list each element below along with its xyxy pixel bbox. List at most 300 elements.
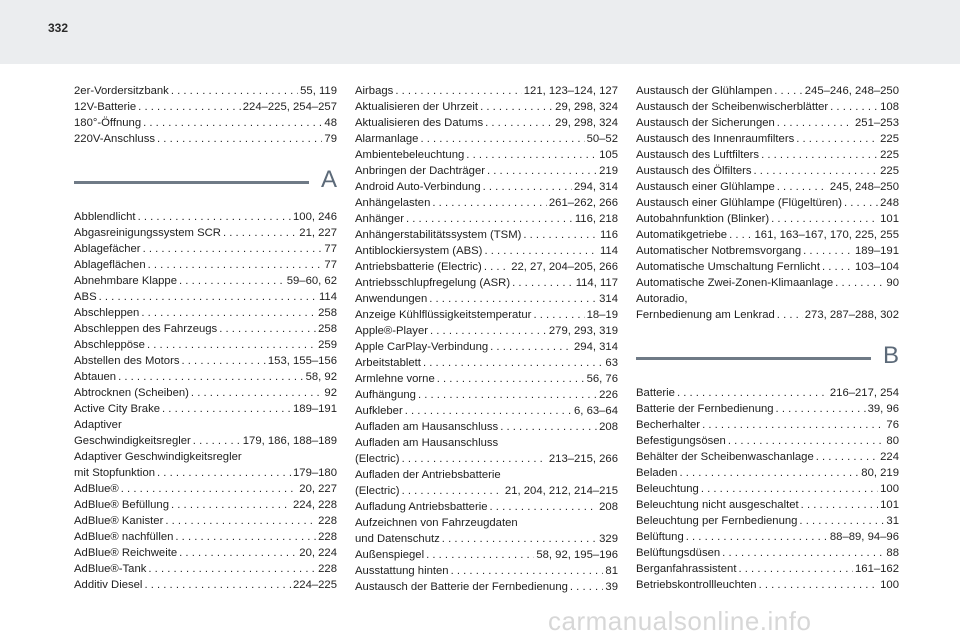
index-term: Austausch einer Glühlampe xyxy=(636,181,775,193)
dot-leader xyxy=(219,321,316,337)
page-reference: 29, 298, 324 xyxy=(555,117,618,129)
index-term: Austausch der Sicherungen xyxy=(636,117,775,129)
index-entry xyxy=(74,369,337,385)
page-reference: 225 xyxy=(880,165,899,177)
index-entry xyxy=(355,275,618,291)
index-line xyxy=(355,147,618,163)
index-entry xyxy=(636,115,899,131)
index-entry xyxy=(355,355,618,371)
page-reference: 161–162 xyxy=(855,563,899,575)
page-reference: 100 xyxy=(880,483,899,495)
dot-leader xyxy=(729,227,752,243)
index-term: AdBlue® Kanister xyxy=(74,515,164,527)
index-line xyxy=(355,179,618,195)
dot-leader xyxy=(801,497,878,513)
index-line xyxy=(355,355,618,371)
index-term: 180°-Öffnung xyxy=(74,117,142,129)
index-entry xyxy=(355,387,618,403)
index-term: Belüftung xyxy=(636,531,684,543)
index-line xyxy=(636,433,899,449)
page-reference: 258 xyxy=(318,323,337,335)
index-line xyxy=(74,465,337,481)
index-line xyxy=(636,163,899,179)
index-term: Austausch des Ölfilters xyxy=(636,165,752,177)
dot-leader xyxy=(171,497,291,513)
index-line xyxy=(355,131,618,147)
index-entry xyxy=(355,83,618,99)
index-line xyxy=(355,467,618,483)
page-reference: 224–225, 254–257 xyxy=(242,101,337,113)
index-line xyxy=(355,259,618,275)
dot-leader xyxy=(143,115,322,131)
page-reference: 56, 76 xyxy=(586,373,618,385)
index-term: AdBlue® nachfüllen xyxy=(74,531,174,543)
index-entry xyxy=(355,163,618,179)
index-line xyxy=(74,337,337,353)
page-reference: 101 xyxy=(880,499,899,511)
index-entry xyxy=(355,179,618,195)
page-reference: 81 xyxy=(605,565,618,577)
index-term: AdBlue® xyxy=(74,483,119,495)
index-line xyxy=(636,385,899,401)
page-reference: 245, 248–250 xyxy=(829,181,899,193)
index-term: Ambientebeleuchtung xyxy=(355,149,465,161)
page-reference: 92 xyxy=(324,387,337,399)
dot-leader xyxy=(774,83,802,99)
page-reference: 228 xyxy=(318,563,337,575)
index-term: Automatikgetriebe xyxy=(636,229,728,241)
dot-leader xyxy=(500,419,597,435)
index-entry xyxy=(74,449,337,481)
index-entry xyxy=(74,545,337,561)
index-term: Autobahnfunktion (Blinker) xyxy=(636,213,770,225)
index-term: (Electric) xyxy=(355,485,400,497)
index-entry xyxy=(74,577,337,593)
index-line xyxy=(355,211,618,227)
section-letter: B xyxy=(882,342,899,369)
page-reference: 20, 227 xyxy=(299,483,337,495)
page-reference: 294, 314 xyxy=(574,181,618,193)
page-reference: 114, 117 xyxy=(575,277,618,289)
index-term: Automatischer Notbremsvorgang xyxy=(636,245,802,257)
page-reference: 189–191 xyxy=(855,245,899,257)
index-term: Abtauen xyxy=(74,371,117,383)
index-term: Active City Brake xyxy=(74,403,161,415)
page-reference: 259 xyxy=(318,339,337,351)
dot-leader xyxy=(484,259,509,275)
page-reference: 6, 63–64 xyxy=(574,405,618,417)
page-reference: 153, 155–156 xyxy=(267,355,337,367)
page-reference: 18–19 xyxy=(586,309,618,321)
dot-leader xyxy=(728,433,885,449)
index-line xyxy=(355,531,618,547)
index-term: Austausch einer Glühlampe (Flügeltüren) xyxy=(636,197,842,209)
page-reference: 114 xyxy=(318,291,337,303)
index-entry xyxy=(74,305,337,321)
index-entry xyxy=(636,243,899,259)
page-reference: 179–180 xyxy=(293,467,337,479)
index-line xyxy=(74,481,337,497)
index-entry xyxy=(355,371,618,387)
index-line xyxy=(636,131,899,147)
dot-leader xyxy=(485,115,553,131)
index-term: Alarmanlage xyxy=(355,133,419,145)
dot-leader xyxy=(777,115,853,131)
watermark: carmanualsonline.info xyxy=(548,606,812,636)
dot-leader xyxy=(420,131,584,147)
index-entry xyxy=(74,561,337,577)
dot-leader xyxy=(405,403,572,419)
index-entry xyxy=(636,179,899,195)
index-line xyxy=(74,273,337,289)
page-reference: 59–60, 62 xyxy=(286,275,337,287)
index-entry xyxy=(355,323,618,339)
index-line xyxy=(636,529,899,545)
index-term: Anhänger xyxy=(355,213,404,225)
dot-leader xyxy=(570,579,604,595)
index-line xyxy=(636,179,899,195)
index-term: Aufhängung xyxy=(355,389,416,401)
index-line xyxy=(355,307,618,323)
index-entry xyxy=(355,419,618,435)
page-reference: 224–225 xyxy=(293,579,337,591)
index-line xyxy=(355,499,618,515)
page-reference: 39 xyxy=(605,581,618,593)
index-entry xyxy=(74,529,337,545)
page-reference: 219 xyxy=(599,165,618,177)
index-term: Fernbedienung am Lenkrad xyxy=(636,309,775,321)
index-term: Apple CarPlay-Verbindung xyxy=(355,341,489,353)
dot-leader xyxy=(844,195,878,211)
index-line xyxy=(74,225,337,241)
index-term: Apple®-Player xyxy=(355,325,428,337)
index-term: Airbags xyxy=(355,85,394,97)
index-entry xyxy=(636,147,899,163)
dot-leader xyxy=(803,243,853,259)
index-entry xyxy=(74,417,337,449)
dot-leader xyxy=(429,291,597,307)
index-line xyxy=(355,435,618,451)
index-term: Additiv Diesel xyxy=(74,579,143,591)
index-term: Ablagefächer xyxy=(74,243,141,255)
index-term: Anhängerstabilitätssystem (TSM) xyxy=(355,229,522,241)
page-reference: 29, 298, 324 xyxy=(555,101,618,113)
page-reference: 224 xyxy=(880,451,899,463)
index-entry xyxy=(355,339,618,355)
page-reference: 179, 186, 188–189 xyxy=(242,435,337,447)
index-term: Aufkleber xyxy=(355,405,403,417)
dot-leader xyxy=(487,163,597,179)
index-entry xyxy=(74,337,337,353)
index-term: Abschleppen xyxy=(74,307,140,319)
index-entry xyxy=(355,211,618,227)
index-line xyxy=(355,371,618,387)
index-entry xyxy=(355,499,618,515)
index-term: Batterie der Fernbedienung xyxy=(636,403,774,415)
index-line xyxy=(74,385,337,401)
index-line xyxy=(355,563,618,579)
index-entry xyxy=(355,131,618,147)
index-line xyxy=(74,321,337,337)
dot-leader xyxy=(157,131,322,147)
index-entry xyxy=(355,515,618,547)
index-line xyxy=(74,449,337,465)
index-entry xyxy=(74,353,337,369)
index-line xyxy=(636,401,899,417)
page-reference: 22, 27, 204–205, 266 xyxy=(511,261,618,273)
page-reference: 80, 219 xyxy=(861,467,899,479)
index-entry xyxy=(636,449,899,465)
index-term: Geschwindigkeitsregler xyxy=(74,435,191,447)
page-reference: 88 xyxy=(886,547,899,559)
page-reference: 251–253 xyxy=(855,117,899,129)
dot-leader xyxy=(426,547,534,563)
page-reference: 261–262, 266 xyxy=(548,197,618,209)
dot-leader xyxy=(148,257,323,273)
page-reference: 121, 123–124, 127 xyxy=(523,85,618,97)
index-term: Antriebsschlupfregelung (ASR) xyxy=(355,277,511,289)
index-line xyxy=(74,241,337,257)
index-term: Austausch der Scheibenwischerblätter xyxy=(636,101,829,113)
dot-leader xyxy=(99,289,317,305)
index-term: Betriebskontrollleuchten xyxy=(636,579,757,591)
dot-leader xyxy=(490,339,572,355)
index-term: und Datenschutz xyxy=(355,533,440,545)
dot-leader xyxy=(490,499,598,515)
index-term: Adaptiver xyxy=(74,419,122,431)
index-entry xyxy=(74,209,337,225)
index-line xyxy=(636,449,899,465)
index-line xyxy=(636,259,899,275)
dot-leader xyxy=(701,481,878,497)
index-column-3 xyxy=(636,83,899,593)
dot-leader xyxy=(162,401,291,417)
dot-leader xyxy=(759,577,879,593)
dot-leader xyxy=(432,195,547,211)
page-reference: 63 xyxy=(605,357,618,369)
page-reference: 103–104 xyxy=(855,261,899,273)
index-entry xyxy=(74,115,337,131)
dot-leader xyxy=(175,529,316,545)
page-reference: 80 xyxy=(886,435,899,447)
dot-leader xyxy=(147,337,316,353)
index-entry xyxy=(636,83,899,99)
index-term: Berganfahrassistent xyxy=(636,563,737,575)
dot-leader xyxy=(182,353,266,369)
page-reference: 226 xyxy=(599,389,618,401)
index-term: Abschleppöse xyxy=(74,339,145,351)
dot-leader xyxy=(423,355,603,371)
dot-leader xyxy=(816,449,878,465)
index-line xyxy=(355,83,618,99)
page-reference: 21, 204, 212, 214–215 xyxy=(504,485,618,497)
index-line xyxy=(636,275,899,291)
index-term: Becherhalter xyxy=(636,419,701,431)
index-line xyxy=(355,419,618,435)
dot-leader xyxy=(484,243,598,259)
index-term: Autoradio, xyxy=(636,293,688,305)
page-reference: 50–52 xyxy=(586,133,618,145)
page-reference: 48 xyxy=(324,117,337,129)
index-entry xyxy=(74,257,337,273)
dot-leader xyxy=(223,225,297,241)
index-term: Abtrocknen (Scheiben) xyxy=(74,387,189,399)
page-reference: 273, 287–288, 302 xyxy=(804,309,899,321)
index-line xyxy=(636,465,899,481)
index-line xyxy=(74,529,337,545)
dot-leader xyxy=(442,531,597,547)
index-line xyxy=(74,433,337,449)
page-reference: 21, 227 xyxy=(299,227,337,239)
page-reference: 39, 96 xyxy=(867,403,899,415)
index-entry xyxy=(636,227,899,243)
page-reference: 77 xyxy=(324,259,337,271)
index-line xyxy=(636,577,899,593)
index-term: AdBlue® Reichweite xyxy=(74,547,178,559)
index-line xyxy=(74,577,337,593)
dot-leader xyxy=(761,147,878,163)
index-line xyxy=(636,561,899,577)
index-line xyxy=(355,275,618,291)
index-term: Antriebsbatterie (Electric) xyxy=(355,261,482,273)
index-line xyxy=(636,115,899,131)
index-line xyxy=(74,83,337,99)
page-reference: 213–215, 266 xyxy=(548,453,618,465)
dot-leader xyxy=(418,387,597,403)
dot-leader xyxy=(679,465,859,481)
index-line xyxy=(355,115,618,131)
index-entry xyxy=(74,99,337,115)
dot-leader xyxy=(480,99,553,115)
page-reference: 77 xyxy=(324,243,337,255)
page-reference: 314 xyxy=(599,293,618,305)
page-reference: 329 xyxy=(599,533,618,545)
index-entry xyxy=(636,259,899,275)
index-entry xyxy=(74,273,337,289)
dot-leader xyxy=(171,83,298,99)
index-entry xyxy=(636,401,899,417)
index-term: Austausch der Glühlampen xyxy=(636,85,773,97)
page-reference: 31 xyxy=(886,515,899,527)
section-divider xyxy=(636,357,871,360)
index-term: Antiblockiersystem (ABS) xyxy=(355,245,483,257)
page-reference: 258 xyxy=(318,307,337,319)
index-term: Beleuchtung xyxy=(636,483,699,495)
index-term: Automatische Zwei-Zonen-Klimaanlage xyxy=(636,277,834,289)
dot-leader xyxy=(771,211,878,227)
dot-leader xyxy=(466,147,597,163)
index-line xyxy=(355,451,618,467)
index-term: 12V-Batterie xyxy=(74,101,137,113)
dot-leader xyxy=(722,545,884,561)
index-entry xyxy=(355,291,618,307)
index-entry xyxy=(636,465,899,481)
index-line xyxy=(355,99,618,115)
dot-leader xyxy=(483,179,572,195)
index-line xyxy=(355,227,618,243)
section-header-b xyxy=(636,342,899,372)
index-line xyxy=(74,131,337,147)
dot-leader xyxy=(402,451,547,467)
section-divider xyxy=(74,181,309,184)
dot-leader xyxy=(138,99,241,115)
index-term: 2er-Vordersitzbank xyxy=(74,85,169,97)
page-reference: 116 xyxy=(599,229,618,241)
dot-leader xyxy=(686,529,828,545)
dot-leader xyxy=(777,307,803,323)
index-line xyxy=(355,163,618,179)
index-line xyxy=(636,291,899,307)
page-reference: 88–89, 94–96 xyxy=(829,531,899,543)
dot-leader xyxy=(430,323,547,339)
index-entry xyxy=(636,99,899,115)
index-line xyxy=(636,195,899,211)
index-entry xyxy=(74,481,337,497)
index-entry xyxy=(74,497,337,513)
index-line xyxy=(355,515,618,531)
index-term: Aufzeichnen von Fahrzeugdaten xyxy=(355,517,518,529)
index-term: Austausch des Innenraumfilters xyxy=(636,133,795,145)
index-term: AdBlue® Befüllung xyxy=(74,499,169,511)
dot-leader xyxy=(165,513,316,529)
section-letter: A xyxy=(320,166,337,193)
index-entry xyxy=(74,225,337,241)
index-line xyxy=(636,243,899,259)
index-line xyxy=(636,307,899,323)
index-entry xyxy=(74,513,337,529)
index-entry xyxy=(74,241,337,257)
index-term: Austausch der Batterie der Fernbedienung xyxy=(355,581,568,593)
index-entry xyxy=(74,131,337,147)
index-line xyxy=(636,99,899,115)
index-line xyxy=(74,289,337,305)
index-term: Anbringen der Dachträger xyxy=(355,165,485,177)
dot-leader xyxy=(157,465,291,481)
page-reference: 55, 119 xyxy=(300,85,337,97)
index-entry xyxy=(636,291,899,323)
index-entry xyxy=(636,481,899,497)
index-term: Beleuchtung nicht ausgeschaltet xyxy=(636,499,799,511)
index-entry xyxy=(355,403,618,419)
index-term: Austausch des Luftfilters xyxy=(636,149,760,161)
index-line xyxy=(355,243,618,259)
page-reference: 20, 224 xyxy=(299,547,337,559)
page-reference: 58, 92 xyxy=(305,371,337,383)
dot-leader xyxy=(799,513,884,529)
index-term: Abnehmbare Klappe xyxy=(74,275,178,287)
index-line xyxy=(355,291,618,307)
index-entry xyxy=(636,545,899,561)
index-entry xyxy=(74,321,337,337)
index-term: Aufladung Antriebsbatterie xyxy=(355,501,488,513)
index-entry xyxy=(74,289,337,305)
page-reference: 225 xyxy=(880,133,899,145)
index-term: Aufladen am Hausanschluss xyxy=(355,421,499,433)
page-reference: 90 xyxy=(886,277,899,289)
dot-leader xyxy=(437,371,585,387)
page-reference: 114 xyxy=(599,245,618,257)
dot-leader xyxy=(738,561,853,577)
index-term: Belüftungsdüsen xyxy=(636,547,721,559)
page-reference: 101 xyxy=(880,213,899,225)
index-entry xyxy=(355,467,618,499)
dot-leader xyxy=(144,577,291,593)
index-term: Aufladen am Hausanschluss xyxy=(355,437,499,449)
page-reference: 279, 293, 319 xyxy=(548,325,618,337)
index-line xyxy=(74,115,337,131)
index-entry xyxy=(74,83,337,99)
page-reference: 116, 218 xyxy=(574,213,618,225)
